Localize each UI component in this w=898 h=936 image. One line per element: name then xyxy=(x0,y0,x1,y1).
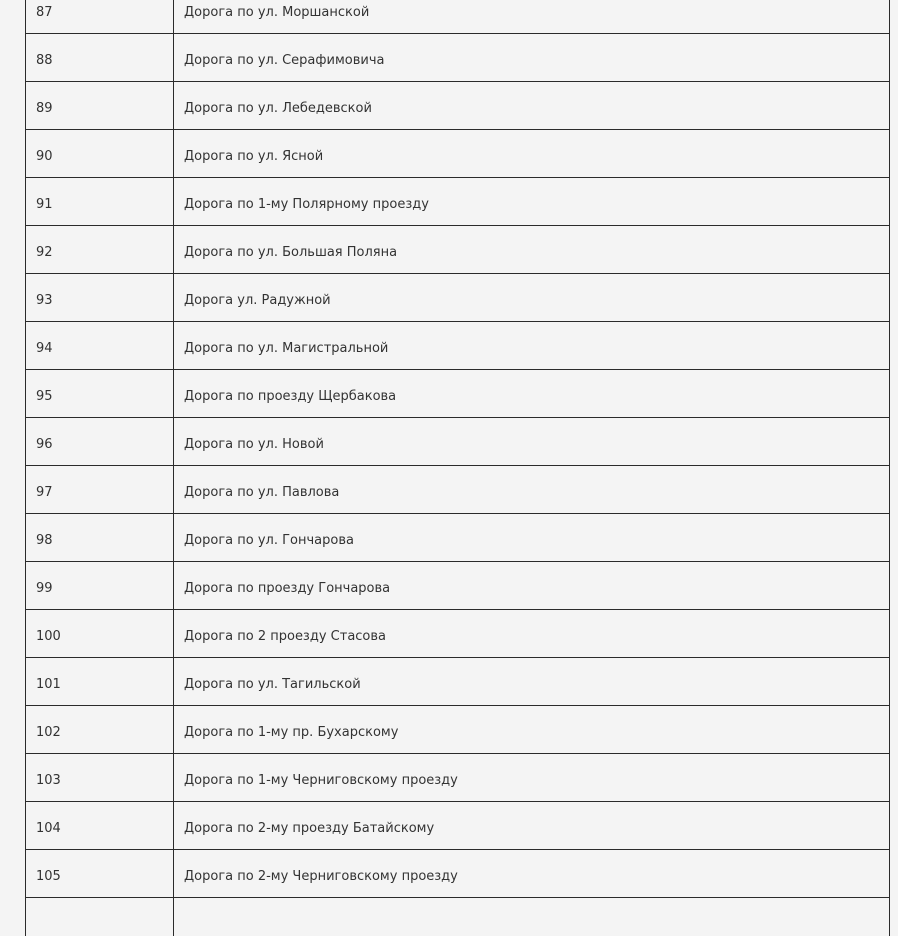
row-number: 87 xyxy=(36,5,53,20)
row-number: 98 xyxy=(36,533,53,548)
row-number: 104 xyxy=(36,821,61,836)
row-number-cell xyxy=(26,274,174,322)
table-row xyxy=(26,754,890,802)
table-row xyxy=(26,130,890,178)
road-name-cell xyxy=(174,226,890,274)
row-number-cell xyxy=(26,370,174,418)
table-row xyxy=(26,610,890,658)
road-name-cell xyxy=(174,130,890,178)
road-name: Дорога по ул. Магистральной xyxy=(184,341,389,356)
row-number-cell xyxy=(26,130,174,178)
row-number: 105 xyxy=(36,869,61,884)
row-number: 101 xyxy=(36,677,61,692)
road-name xyxy=(174,898,889,917)
road-name: Дорога ул. Радужной xyxy=(184,293,331,308)
road-name-cell xyxy=(174,706,890,754)
table-row xyxy=(26,370,890,418)
road-name: Дорога по ул. Большая Поляна xyxy=(184,245,398,260)
road-name-cell xyxy=(174,0,890,34)
road-name: Дорога по ул. Гончарова xyxy=(184,533,354,548)
road-name: Дорога по ул. Лебедевской xyxy=(184,101,372,116)
row-number-cell xyxy=(26,898,174,936)
road-name-cell xyxy=(174,562,890,610)
row-number-cell xyxy=(26,322,174,370)
table-row xyxy=(26,898,890,936)
row-number: 97 xyxy=(36,485,53,500)
row-number-cell xyxy=(26,34,174,82)
row-number: 95 xyxy=(36,389,53,404)
table-row xyxy=(26,322,890,370)
row-number-cell xyxy=(26,610,174,658)
row-number-cell xyxy=(26,466,174,514)
road-name: Дорога по ул. Серафимовича xyxy=(184,53,385,68)
row-number: 100 xyxy=(36,629,61,644)
row-number-cell xyxy=(26,562,174,610)
row-number-cell xyxy=(26,82,174,130)
road-name-cell xyxy=(174,850,890,898)
roads-table xyxy=(25,0,890,936)
road-name-cell xyxy=(174,418,890,466)
road-name: Дорога по 1-му Черниговскому проезду xyxy=(184,773,458,788)
road-name-cell xyxy=(174,82,890,130)
roads-table-body xyxy=(26,0,890,936)
row-number-cell xyxy=(26,802,174,850)
road-name-cell xyxy=(174,466,890,514)
road-name-cell xyxy=(174,178,890,226)
row-number: 93 xyxy=(36,293,53,308)
road-name: Дорога по проезду Щербакова xyxy=(184,389,397,404)
road-name: Дорога по 2-му проезду Батайскому xyxy=(184,821,435,836)
table-row xyxy=(26,706,890,754)
table-row xyxy=(26,850,890,898)
row-number-cell xyxy=(26,0,174,34)
road-name: Дорога по 1-му Полярному проезду xyxy=(184,197,429,212)
table-row xyxy=(26,418,890,466)
road-name-cell xyxy=(174,322,890,370)
row-number: 99 xyxy=(36,581,53,596)
row-number-cell xyxy=(26,658,174,706)
row-number: 102 xyxy=(36,725,61,740)
row-number: 90 xyxy=(36,149,53,164)
table-row xyxy=(26,0,890,34)
row-number: 96 xyxy=(36,437,53,452)
row-number: 91 xyxy=(36,197,53,212)
road-name: Дорога по ул. Моршанской xyxy=(184,5,370,20)
row-number-cell xyxy=(26,178,174,226)
road-name: Дорога по ул. Павлова xyxy=(184,485,340,500)
row-number-cell xyxy=(26,706,174,754)
road-name: Дорога по 1-му пр. Бухарскому xyxy=(184,725,399,740)
row-number: 94 xyxy=(36,341,53,356)
row-number: 92 xyxy=(36,245,53,260)
road-name: Дорога по 2 проезду Стасова xyxy=(184,629,387,644)
road-name-cell xyxy=(174,658,890,706)
road-name-cell xyxy=(174,370,890,418)
row-number xyxy=(26,898,173,917)
road-name: Дорога по проезду Гончарова xyxy=(184,581,391,596)
table-row xyxy=(26,82,890,130)
road-name: Дорога по ул. Новой xyxy=(184,437,324,452)
road-name-cell xyxy=(174,34,890,82)
row-number: 89 xyxy=(36,101,53,116)
road-name: Дорога по ул. Тагильской xyxy=(184,677,361,692)
table-row xyxy=(26,514,890,562)
row-number-cell xyxy=(26,226,174,274)
road-name-cell xyxy=(174,610,890,658)
table-row xyxy=(26,658,890,706)
table-row xyxy=(26,466,890,514)
road-name-cell xyxy=(174,754,890,802)
road-name-cell xyxy=(174,802,890,850)
table-row xyxy=(26,562,890,610)
road-name: Дорога по 2-му Черниговскому проезду xyxy=(184,869,458,884)
table-row xyxy=(26,226,890,274)
row-number: 88 xyxy=(36,53,53,68)
road-name-cell xyxy=(174,898,890,936)
road-name-cell xyxy=(174,274,890,322)
row-number: 103 xyxy=(36,773,61,788)
table-row xyxy=(26,178,890,226)
row-number-cell xyxy=(26,754,174,802)
table-row xyxy=(26,802,890,850)
table-row xyxy=(26,34,890,82)
table-row xyxy=(26,274,890,322)
row-number-cell xyxy=(26,850,174,898)
road-name-cell xyxy=(174,514,890,562)
road-name: Дорога по ул. Ясной xyxy=(184,149,324,164)
row-number-cell xyxy=(26,418,174,466)
row-number-cell xyxy=(26,514,174,562)
